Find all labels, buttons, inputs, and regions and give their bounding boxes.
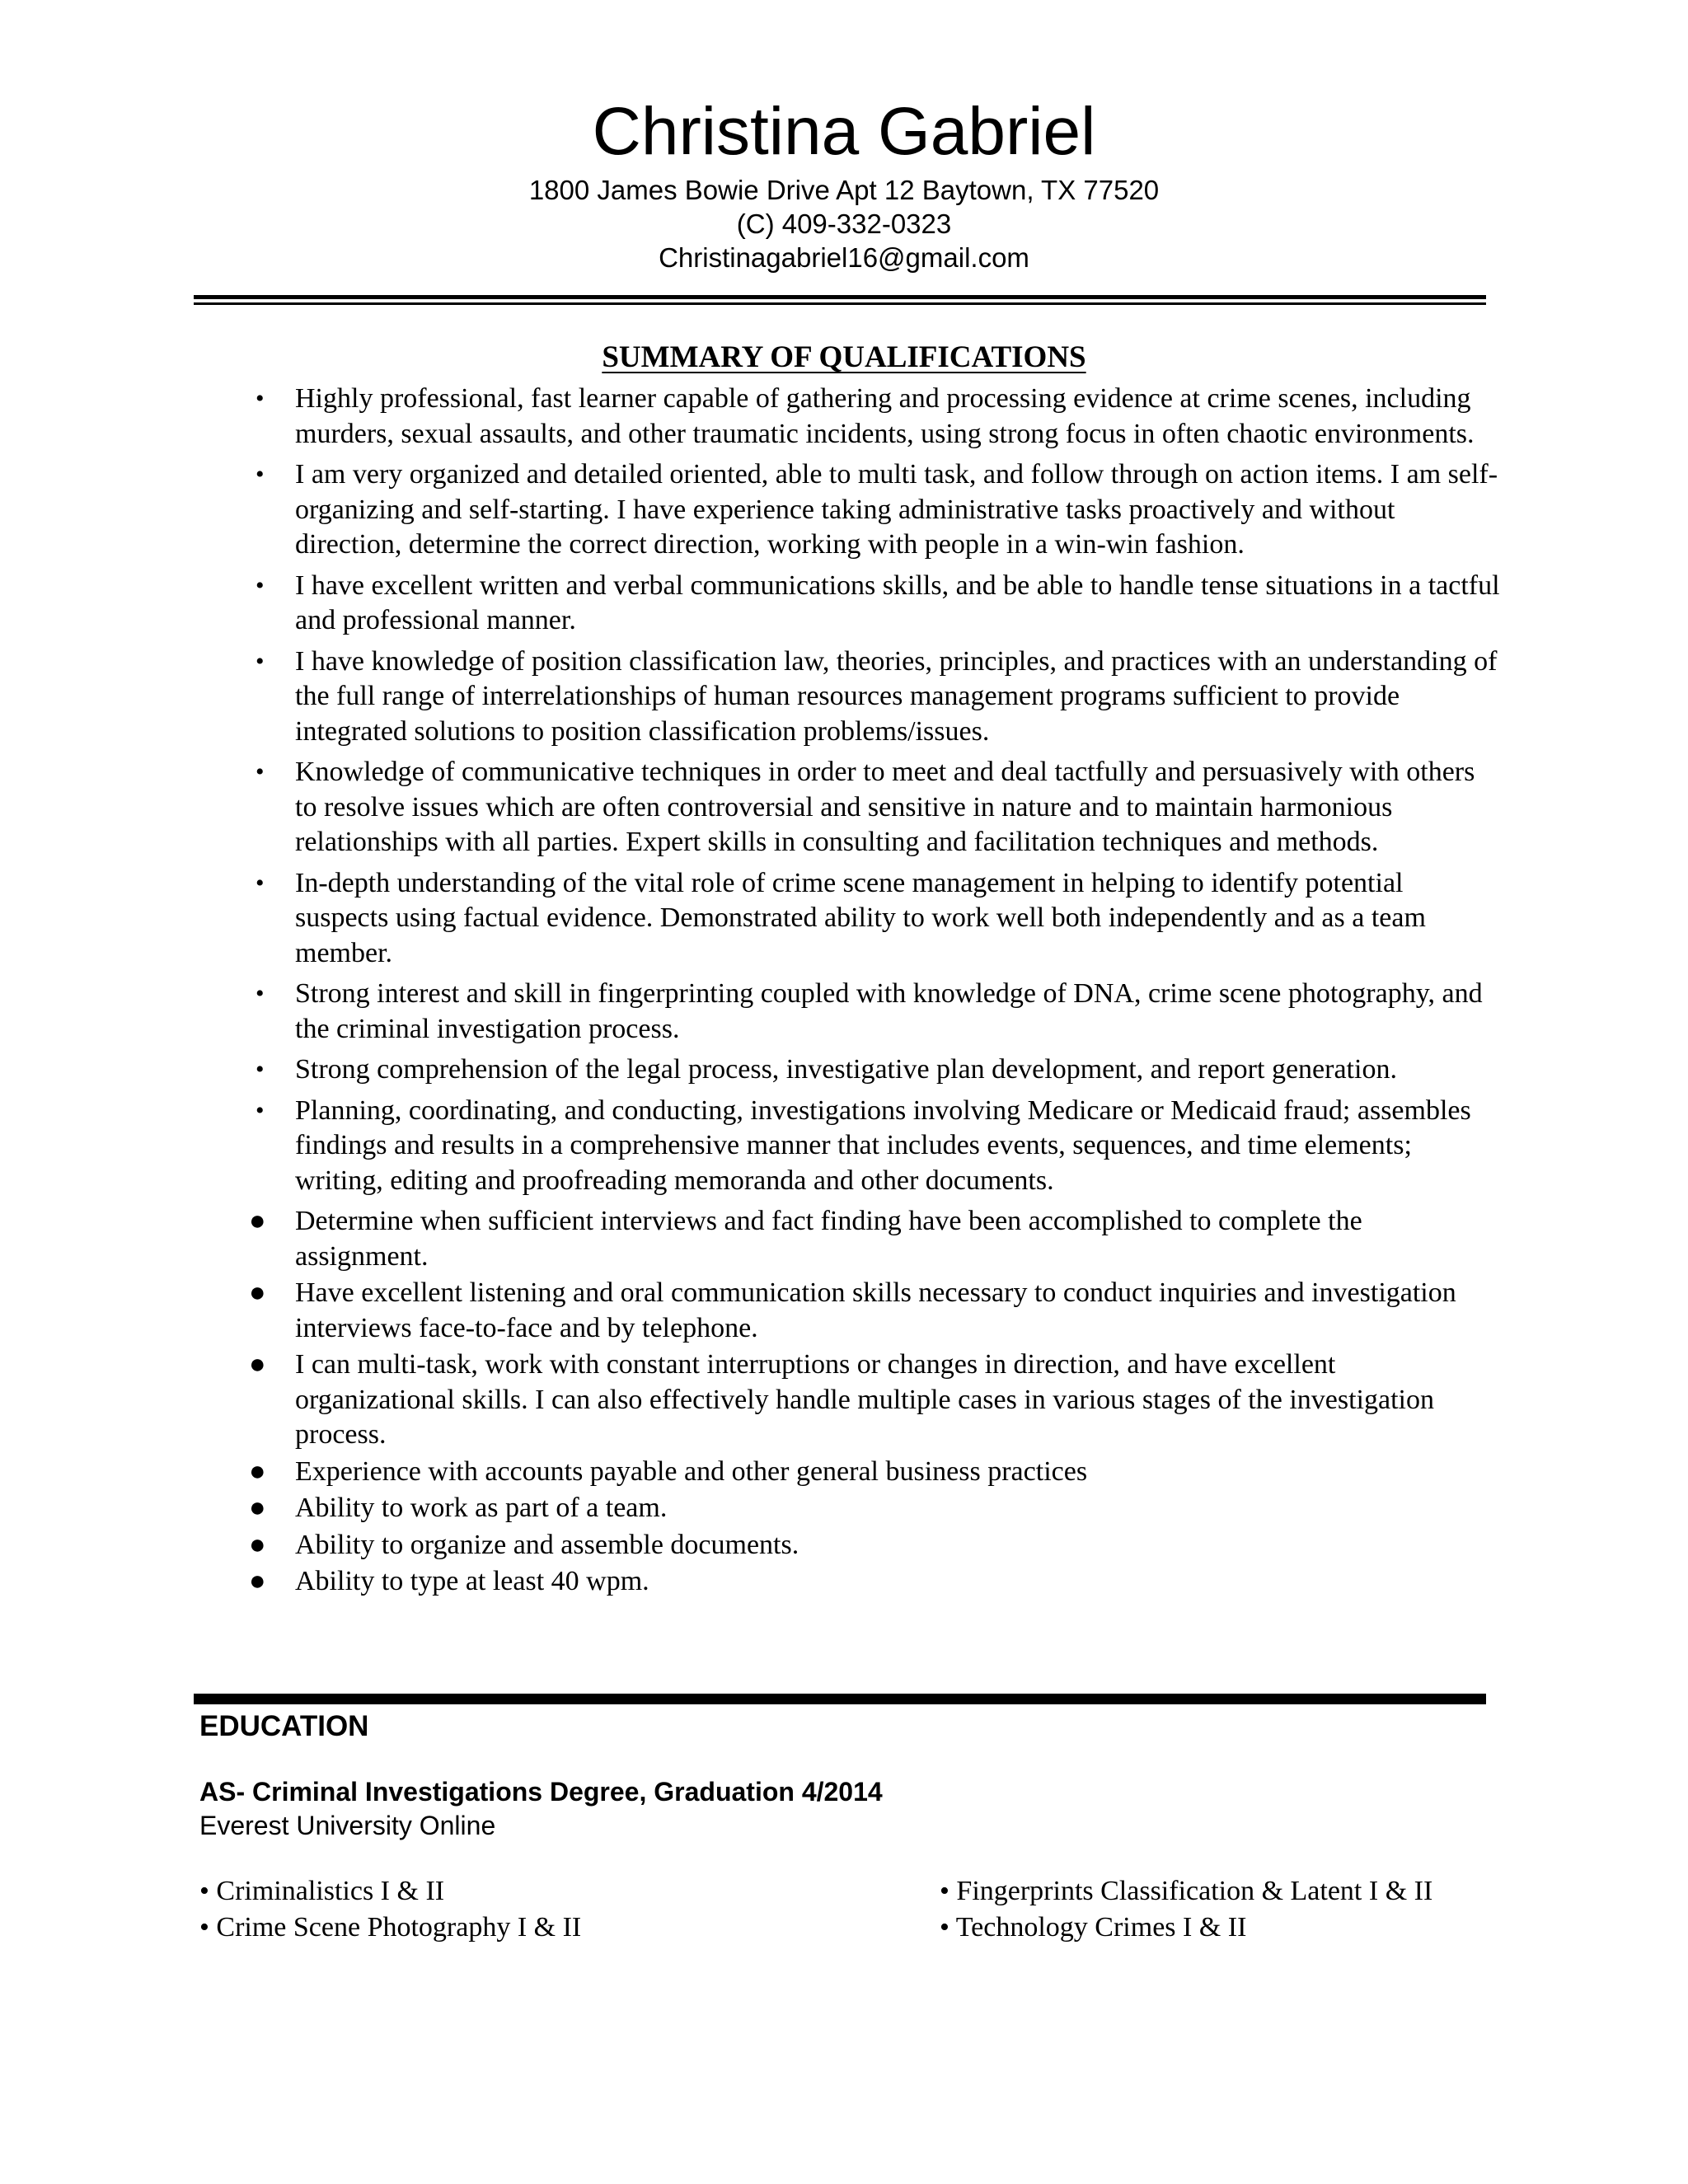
list-item (247, 755, 1500, 860)
bullet-icon: ● (249, 1455, 266, 1487)
list-item (247, 1491, 1500, 1526)
list-item (247, 1455, 1500, 1490)
list-item (247, 1528, 1500, 1563)
bullet-icon: ● (249, 1566, 266, 1596)
bullet-icon: ● (249, 1349, 266, 1380)
bullet-icon: ● (249, 1529, 266, 1560)
list-item-text: I can multi-task, work with constant interruptions or changes in direction, and have excellent organizational skills. I can also effectively handle multiple cases in various stages of the investigation process. (295, 1349, 1434, 1450)
address: 1800 James Bowie Drive Apt 12 Baytown, TX 77520 (528, 175, 1160, 205)
bullet-icon: ● (249, 1493, 266, 1523)
list-item (247, 977, 1500, 1047)
list-item-text: I have knowledge of position classification law, theories, principles, and practices with an understanding of the full range of interrelationships of human resources management programs sufficient to provide integrated solutions to position classification problems/issues. (295, 645, 1498, 747)
list-item (247, 457, 1500, 563)
list-item-text: Planning, coordinating, and conducting, investigations involving Medicare or Medicaid fraud; assembles findings and results in a comprehensive manner that includes events, sequences, and time elements; writing, editing and proofreading memoranda and other documents. (295, 1094, 1471, 1196)
course-item: • Fingerprints Classification & Latent I & II (940, 1876, 1433, 1906)
list-item (247, 1094, 1500, 1199)
bullet-icon: • (256, 869, 265, 897)
bullet-icon: • (256, 1096, 265, 1124)
list-item (247, 1564, 1500, 1600)
list-item-text: Determine when sufficient interviews and fact finding have been accomplished to complete the assignment. (295, 1206, 1362, 1272)
bullet-icon: • (256, 1056, 265, 1083)
list-item (247, 1204, 1500, 1274)
header-divider (194, 295, 1486, 305)
list-item (247, 1276, 1500, 1346)
course-item: • Crime Scene Photography I & II (199, 1912, 582, 1943)
phone-number: (C) 409-332-0323 (736, 209, 952, 239)
education-divider (194, 1694, 1486, 1704)
list-item-text: I have excellent written and verbal communications skills, and be able to handle tense situations in a tactful and professional manner. (295, 569, 1500, 635)
summary-heading: SUMMARY OF QUALIFICATIONS (602, 340, 1086, 374)
list-item (247, 1052, 1500, 1088)
bullet-icon: ● (249, 1206, 266, 1236)
bullet-icon: • (256, 647, 265, 675)
list-item-text: Have excellent listening and oral communication skills necessary to conduct inquiries and investigation interviews face-to-face and by telephone. (295, 1277, 1456, 1343)
bullet-icon: ● (249, 1277, 266, 1308)
email-address: Christinagabriel16@gmail.com (659, 242, 1029, 273)
bullet-icon: • (256, 461, 265, 488)
list-item (247, 382, 1500, 452)
course-item: • Criminalistics I & II (199, 1876, 445, 1906)
bullet-icon: • (256, 571, 265, 599)
list-item-text: In-depth understanding of the vital role of crime scene management in helping to identify potential suspects using factual evidence. Demonstrated ability to work well both independently and as a team member. (295, 867, 1426, 968)
education-heading: EDUCATION (199, 1710, 369, 1742)
list-item (247, 644, 1500, 750)
bullet-icon: • (256, 758, 265, 785)
courses-right-column (940, 1873, 1432, 1946)
list-item-text: Ability to type at least 40 wpm. (295, 1566, 649, 1596)
list-item (247, 569, 1500, 639)
list-item (247, 866, 1500, 972)
courses-left-column (199, 1873, 581, 1946)
list-item-text: I am very organized and detailed oriented, able to multi task, and follow through on action items. I am self-organizing and self-starting. I have experience taking administrative tasks proactively and without direction, determine the correct direction, working with people in a win-win fashion. (295, 459, 1498, 560)
list-item-text: Strong comprehension of the legal process, investigative plan development, and report generation. (295, 1054, 1397, 1085)
bullet-icon: • (256, 980, 265, 1007)
qualifications-list (247, 382, 1500, 1601)
list-item-text: Strong interest and skill in fingerprinting coupled with knowledge of DNA, crime scene photography, and the criminal investigation process. (295, 978, 1483, 1044)
bullet-icon: • (256, 385, 265, 412)
degree-title: AS- Criminal Investigations Degree, Graduation 4/2014 (199, 1777, 883, 1807)
candidate-name: Christina Gabriel (592, 94, 1096, 169)
list-item (247, 1347, 1500, 1453)
list-item-text: Knowledge of communicative techniques in order to meet and deal tactfully and persuasively with others to resolve issues which are often controversial and sensitive in nature and to maintain harmonious relationships with all parties. Expert skills in consulting and facilitation techniques and methods. (295, 757, 1475, 857)
list-item-text: Ability to work as part of a team. (295, 1493, 668, 1523)
school-name: Everest University Online (199, 1811, 496, 1840)
list-item-text: Experience with accounts payable and other general business practices (295, 1455, 1088, 1487)
resume-header (0, 91, 1688, 274)
list-item-text: Highly professional, fast learner capable of gathering and processing evidence at crime scenes, including murders, sexual assaults, and other traumatic incidents, using strong focus in often chaotic environments. (295, 383, 1475, 449)
course-item: • Technology Crimes I & II (940, 1912, 1247, 1943)
list-item-text: Ability to organize and assemble documents. (295, 1529, 799, 1560)
